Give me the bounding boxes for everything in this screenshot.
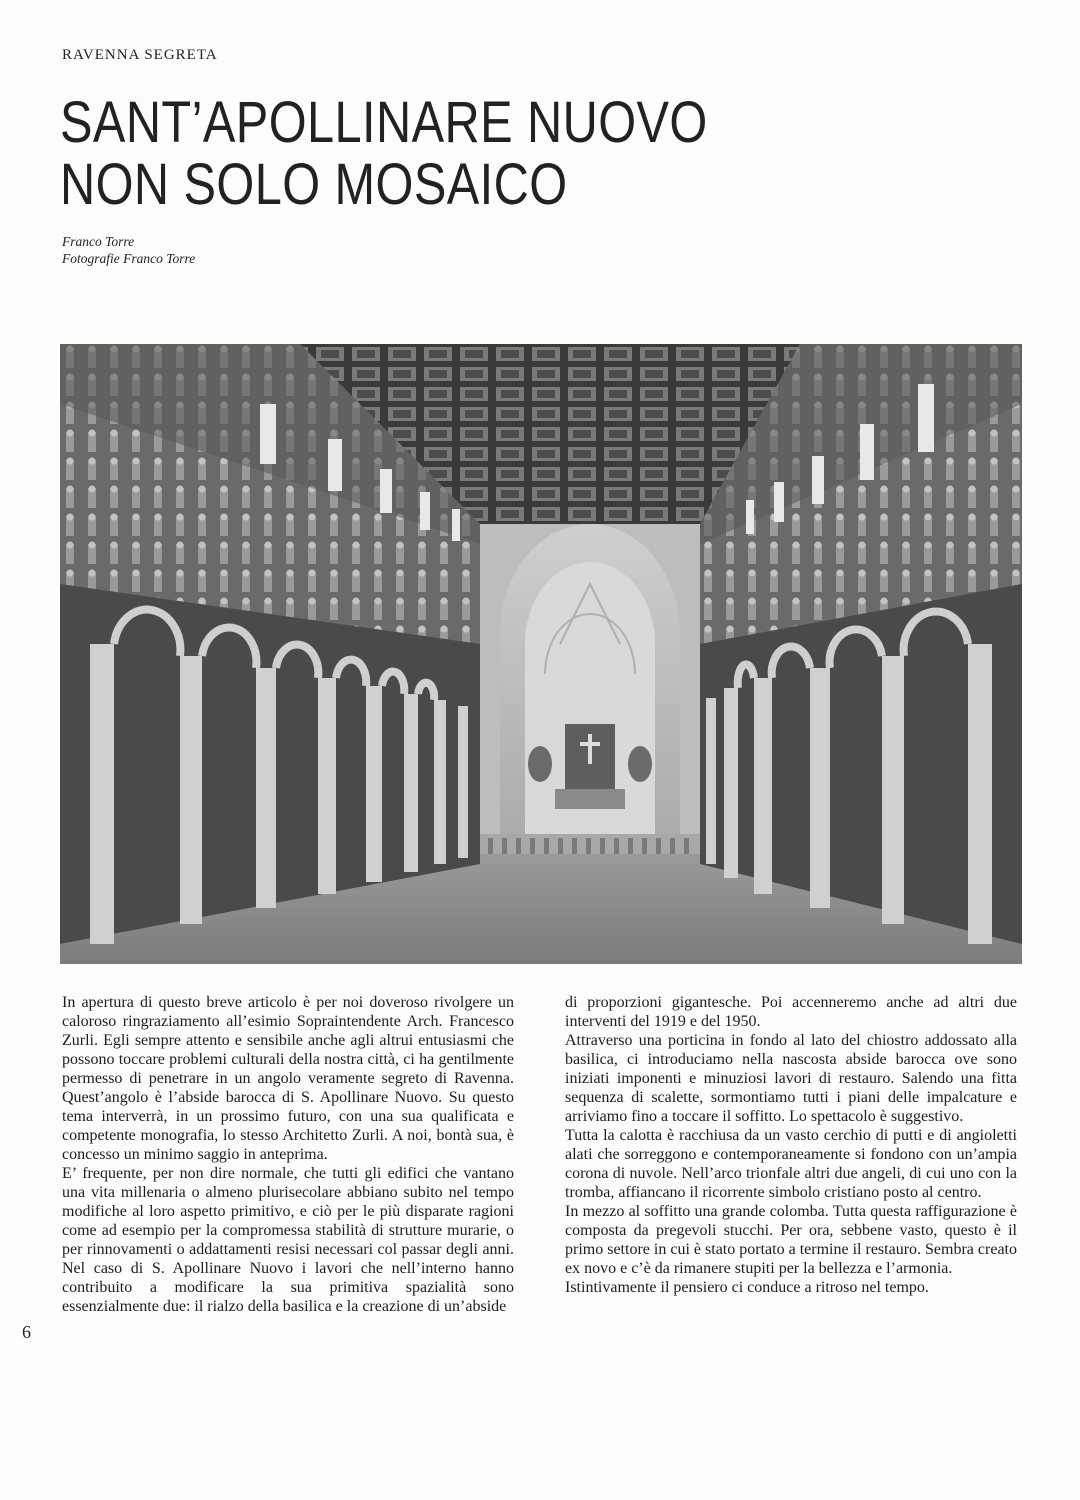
byline xyxy=(62,233,195,267)
article-title xyxy=(60,92,816,216)
paragraph: E’ frequente, per non dire normale, che tutti gli edifici che vantano una vita millenaria o almeno plurisecolare abbiano subito nel tempo modifiche al loro aspetto primitivo, e ciò per le più disparate ragioni come ad esempio per la compromessa stabilità di strutture murarie, o per rinnovamenti o addattamenti resisi necessari col passar degli anni. Nel caso di S. Apollinare Nuovo i lavori che nell’interno hanno contribuito a modificare la sua primitiva spazialità sono essenzialmente due: il rialzo della basilica e la creazione di un’abside xyxy=(62,1165,514,1315)
paragraph: Tutta la calotta è racchiusa da un vasto cerchio di putti e di angioletti alati che sorreggono e contemporaneamente si fondono con un’ampia corona di nuvole. Nell’arco trionfale altri due angeli, di cui uno con la tromba, affiancano il ricorrente simbolo cristiano posto al centro. xyxy=(565,1127,1017,1201)
author: Franco Torre xyxy=(62,234,135,249)
section-label: RAVENNA SEGRETA xyxy=(62,47,218,63)
article-column-right xyxy=(565,993,1017,1297)
photo-credit: Fotografie Franco Torre xyxy=(62,251,196,266)
paragraph: In mezzo al soffitto una grande colomba. Tutta questa raffigurazione è composta da pregevoli stucchi. Per ora, sebbene vasto, questo è il primo settore in cui è stato portato a termine il restauro. Sembra creato ex novo e c’è da rimanere stupiti per la bellezza e l’armonia. xyxy=(565,1203,1017,1277)
title-line-2: NON SOLO MOSAICO xyxy=(60,152,568,217)
paragraph: Istintivamente il pensiero ci conduce a ritroso nel tempo. xyxy=(565,1279,929,1296)
title-line-1: SANT’APOLLINARE NUOVO xyxy=(60,90,708,155)
basilica-interior-photo xyxy=(60,344,1022,964)
paragraph: In apertura di questo breve articolo è per noi doveroso rivolgere un caloroso ringraziamento all’esimio Sopraintendente Arch. Francesco Zurli. Egli sempre attento e sensibile anche agli altrui entusiasmi che possono toccare problemi culturali della nostra città, ci ha gentilmente permesso di penetrare in un angolo veramente segreto di Ravenna. Quest’angolo è l’abside barocca di S. Apollinare Nuovo. Su questo tema interverrà, in un prossimo futuro, con una sua qualificata e competente monografia, lo stesso Architetto Zurli. A noi, bontà sua, è concesso un minimo saggio in anteprima. xyxy=(62,994,514,1163)
page-number: 6 xyxy=(22,1322,31,1342)
article-column-left xyxy=(62,993,514,1316)
paragraph: di proporzioni gigantesche. Poi accenneremo anche ad altri due interventi del 1919 e del 1950. xyxy=(565,994,1017,1030)
paragraph: Attraverso una porticina in fondo al lato del chiostro addossato alla basilica, ci introduciamo nella nascosta abside barocca ove sono iniziati imponenti e minuziosi lavori di restauro. Salendo una fitta sequenza di scalette, sormontiamo tutti i piani delle impalcature e arriviamo fino a toccare il soffitto. Lo spettacolo è suggestivo. xyxy=(565,1032,1017,1125)
